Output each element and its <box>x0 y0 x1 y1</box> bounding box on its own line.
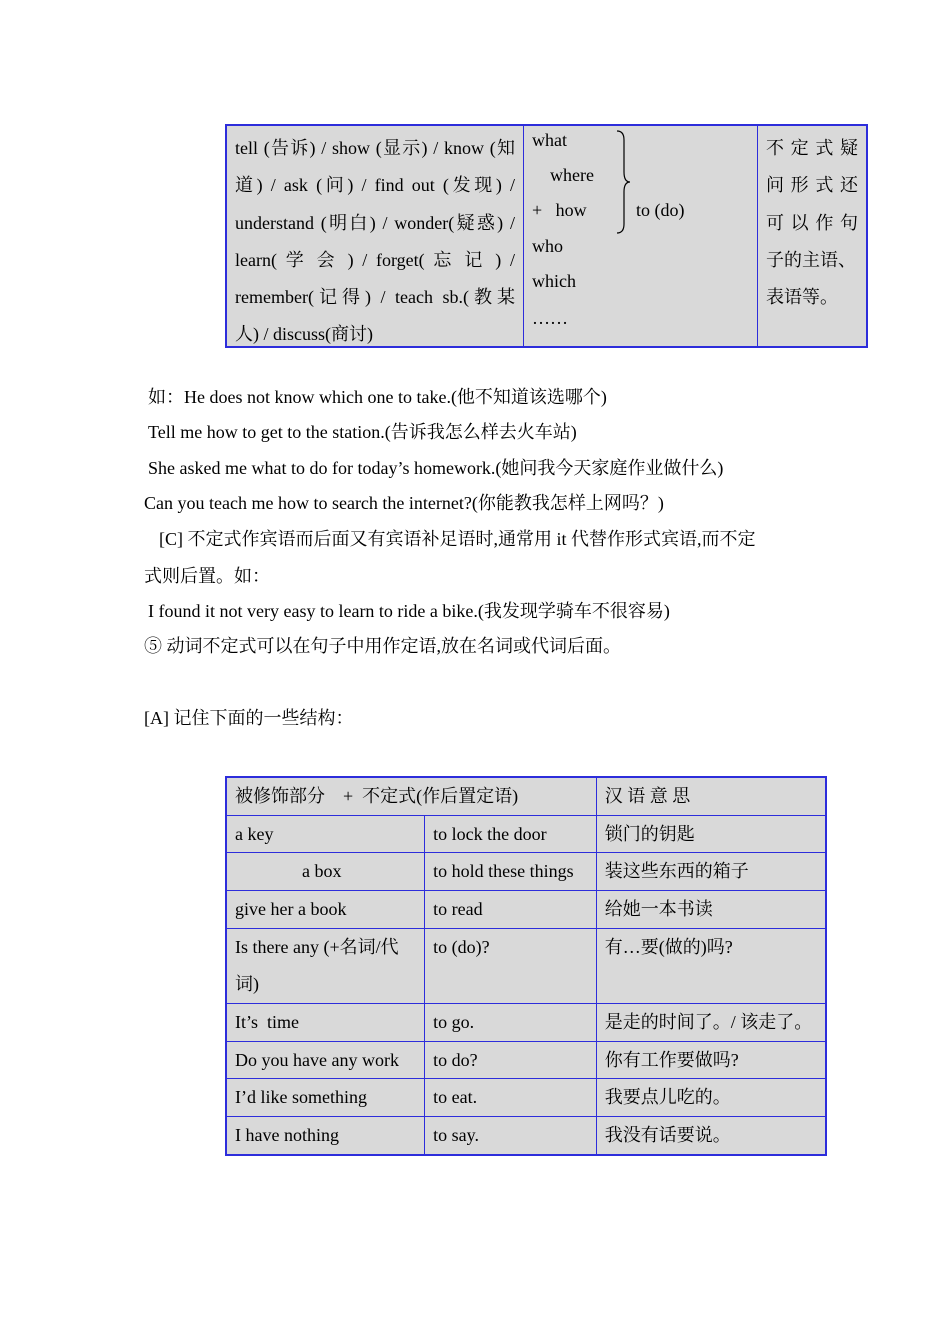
cell-infinitive: to say. <box>425 1116 597 1154</box>
cell-infinitive: to read <box>425 891 597 929</box>
cell-meaning: 锁门的钥匙 <box>596 815 826 853</box>
example-sentence: She asked me what to do for today’s homework.(她问我今天家庭作业做什么) <box>148 458 724 478</box>
verb-line: remember(记得) / teach sb.(教某 <box>235 287 515 308</box>
table-row <box>226 928 826 1003</box>
cell-phrase: a box <box>226 853 425 891</box>
verb-line: tell (告诉) / show (显示) / know (知 <box>235 138 515 158</box>
table-row <box>226 1041 826 1079</box>
wh-word-cell <box>524 126 758 346</box>
example-sentence: Tell me how to get to the station.(告诉我怎么样去火车站) <box>148 422 577 442</box>
table-row <box>226 891 826 929</box>
header-right: 汉 语 意 思 <box>596 777 826 815</box>
table-row <box>226 1116 826 1154</box>
cell-infinitive: to go. <box>425 1003 597 1041</box>
rule-paragraph: [C] 不定式作宾语而后面又有宾语补足语时,通常用 it 代替作形式宾语,而不定 <box>159 529 756 549</box>
cell-meaning: 我要点儿吃的。 <box>596 1079 826 1117</box>
verb-line: 人) / discuss(商讨) <box>235 324 373 345</box>
cell-meaning: 你有工作要做吗? <box>596 1041 826 1079</box>
wh-infinitive-table <box>225 124 868 348</box>
cell-meaning: 装这些东西的箱子 <box>596 853 826 891</box>
example-sentence: 如：He does not know which one to take.(他不知道该选哪个) <box>148 387 607 407</box>
wh-word: …… <box>532 308 568 328</box>
wh-word: what <box>532 130 567 150</box>
example-sentence: I found it not very easy to learn to ride a bike.(我发现学骑车不很容易) <box>148 601 670 621</box>
to-do-label: to (do) <box>636 200 685 220</box>
cell-phrase: give her a book <box>226 891 425 929</box>
cell-infinitive: to hold these things <box>425 853 597 891</box>
cell-phrase: It’s time <box>226 1003 425 1041</box>
section-heading: ⑤ 动词不定式可以在句子中用作定语,放在名词或代词后面。 <box>144 636 621 656</box>
note-line: 子的主语、 <box>766 249 856 270</box>
table-row <box>226 1079 826 1117</box>
cell-infinitive: to lock the door <box>425 815 597 853</box>
cell-meaning: 是走的时间了。/ 该走了。 <box>596 1003 826 1041</box>
verb-line: 道) / ask (问) / find out (发现) / <box>235 175 515 196</box>
example-sentence: Can you teach me how to search the internet?(你能教我怎样上网吗？) <box>144 493 664 513</box>
cell-meaning: 有…要(做的)吗? <box>596 928 826 1003</box>
cell-phrase: Is there any (+名词/代词) <box>226 928 425 1003</box>
cell-phrase: I’d like something <box>226 1079 425 1117</box>
note-line: 不定式疑 <box>766 138 858 158</box>
rule-paragraph-continuation: 式则后置。如： <box>144 566 270 586</box>
attributive-infinitive-table <box>225 776 827 1156</box>
cell-infinitive: to eat. <box>425 1079 597 1117</box>
header-left: 被修饰部分 + 不定式(作后置定语) <box>226 777 596 815</box>
verb-line: learn( 学 会 ) / forget( 忘 记 ) / <box>235 249 515 270</box>
verb-list-cell <box>227 126 524 346</box>
note-line: 问形式还 <box>766 175 858 196</box>
table-row <box>226 1003 826 1041</box>
cell-phrase: I have nothing <box>226 1116 425 1154</box>
curly-brace-icon <box>614 128 634 236</box>
wh-word: who <box>532 236 563 256</box>
cell-phrase: Do you have any work <box>226 1041 425 1079</box>
subsection-heading: [A] 记住下面的一些结构： <box>144 708 354 728</box>
table-row <box>226 853 826 891</box>
note-line: 可以作句 <box>766 212 858 233</box>
wh-word: which <box>532 271 576 291</box>
verb-line: understand (明白) / wonder(疑惑) / <box>235 212 515 233</box>
wh-word: + how <box>532 200 587 220</box>
note-line: 表语等。 <box>766 287 838 308</box>
cell-phrase: a key <box>226 815 425 853</box>
table-header-row <box>226 777 826 815</box>
wh-word: where <box>550 165 594 185</box>
cell-meaning: 给她一本书读 <box>596 891 826 929</box>
cell-infinitive: to (do)? <box>425 928 597 1003</box>
note-cell <box>758 126 866 346</box>
cell-meaning: 我没有话要说。 <box>596 1116 826 1154</box>
table-row <box>226 815 826 853</box>
cell-infinitive: to do? <box>425 1041 597 1079</box>
